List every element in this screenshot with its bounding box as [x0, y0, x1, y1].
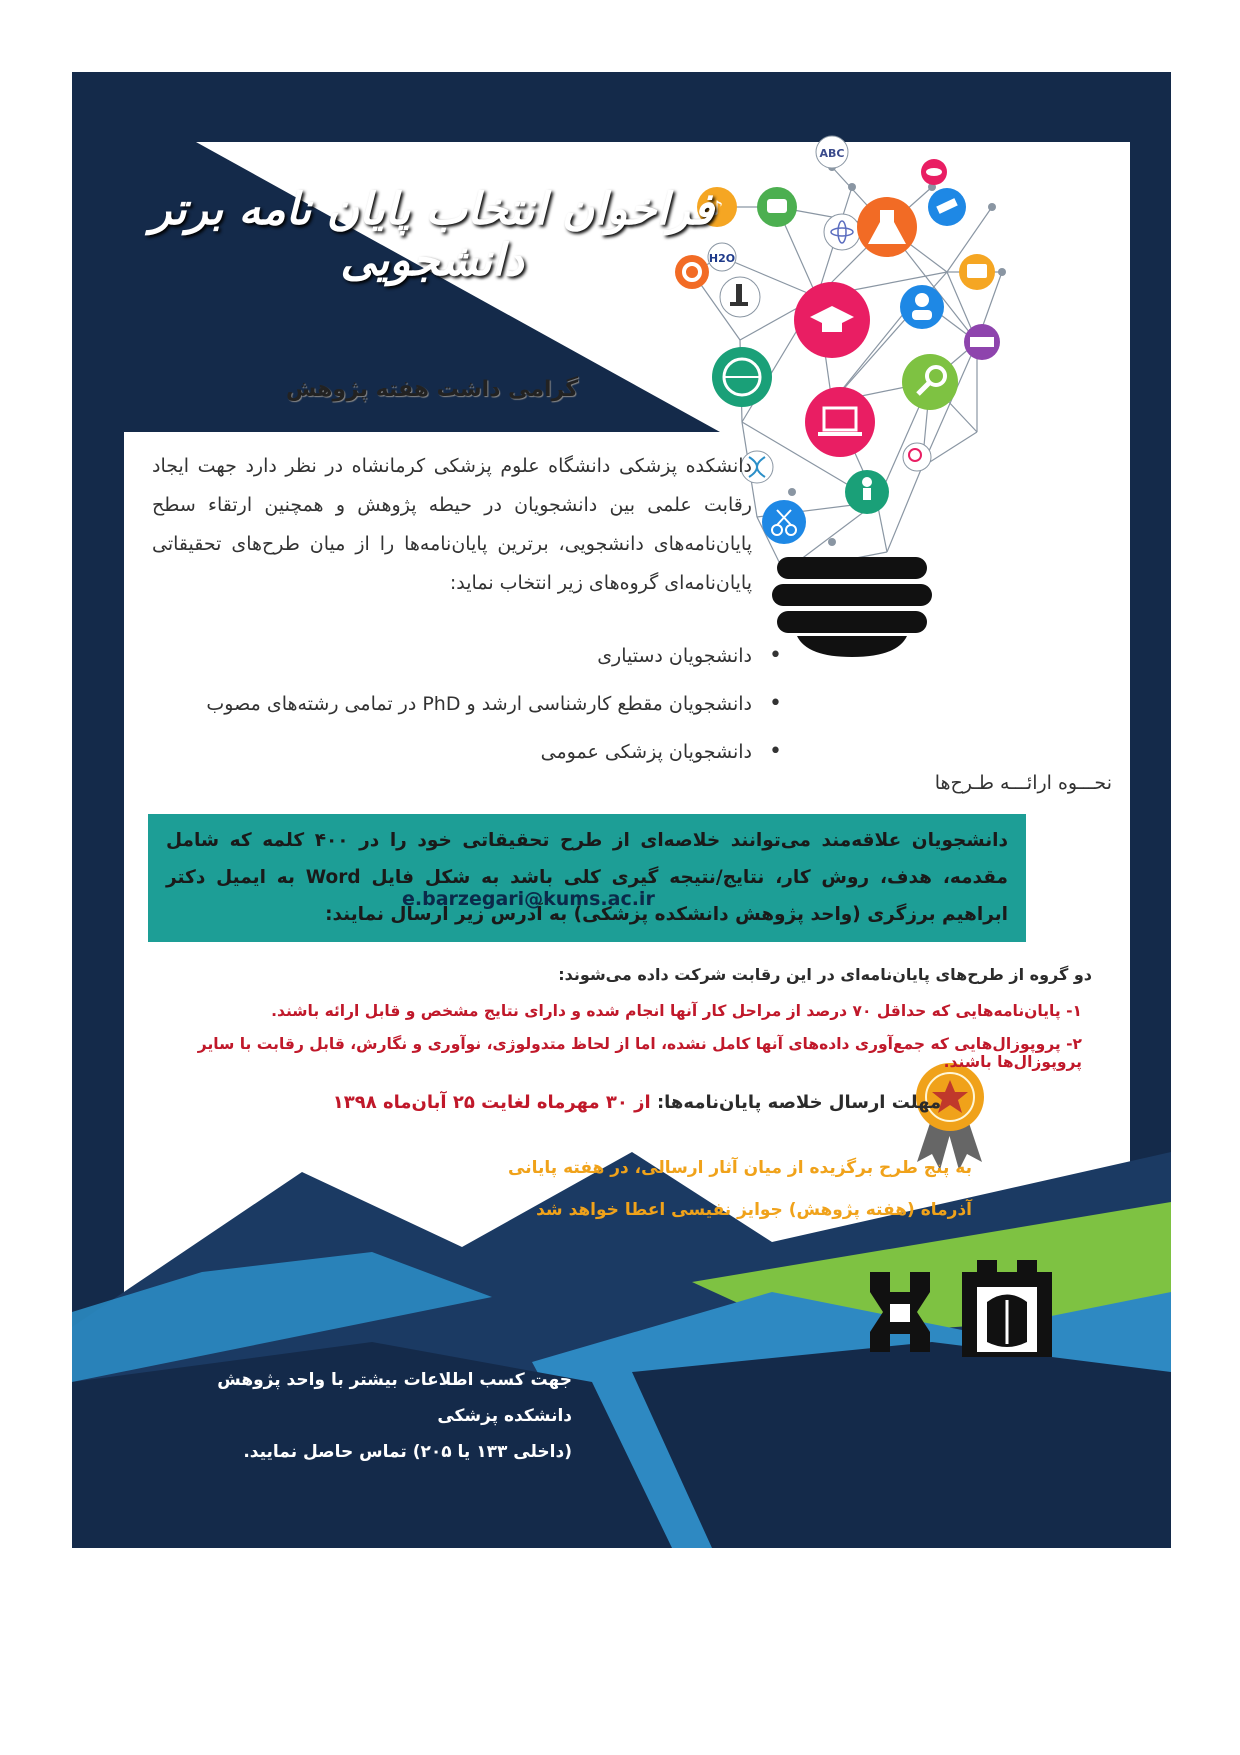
- sports-icon: [845, 470, 889, 514]
- deadline: [322, 1092, 952, 1113]
- svg-text:ABC: ABC: [819, 147, 845, 160]
- submission-text: دانشجویان علاقه‌مند می‌توانند خلاصه‌ای از طرح تحقیقاتی خود را در ۴۰۰ کلمه که شامل مقدمه، هدف، روش کار، نتایج/نتیجه گیری کلی باشد به شکل فایل Word به ایمیل دکتر ابراهیم برزگری (واحد پژوهش دانشکده پزشکی) به آدرس زیر ارسال نمایند:: [166, 830, 1008, 925]
- zoom-icon: [903, 443, 931, 471]
- ruler-icon: [964, 324, 1000, 360]
- bus-icon: [959, 254, 995, 290]
- competition-group-item: ۱- پایان‌نامه‌هایی که حداقل ۷۰ درصد از مراحل کار آنها انجام شده و دارای نتایج مشخص و قابل ارائه باشند.: [271, 1002, 1082, 1020]
- bulb-base: [772, 557, 932, 657]
- abc-icon: [816, 136, 848, 168]
- competition-group-item: ۲- پروپوزال‌هایی که جمع‌آوری داده‌های آنها کامل نشده، اما از لحاظ متدولوژی، نوآوری و نگارش، قابل رقابت با سایر پروپوزال‌ها باشند.: [197, 1035, 1082, 1071]
- svg-text:H2O: H2O: [708, 252, 736, 265]
- deadline-label: مهلت ارسال خلاصه پایان‌نامه‌ها:: [650, 1092, 942, 1113]
- intro-paragraph: دانشکده پزشکی دانشگاه علوم پزشکی کرمانشاه در نظر دارد جهت ایجاد رقابت علمی بین دانشجویان در حیطه پژوهش و همچنین ارتقاء سطح پایان‌نامه‌های دانشجویی، برترین پایان‌نامه‌ها را از میان طرح‌های تحقیقاتی پایان‌نامه‌ای گروه‌های زیر انتخاب نماید:: [152, 455, 752, 594]
- deadline-value: از ۳۰ مهرماه لغایت ۲۵ آبان‌ماه ۱۳۹۸: [332, 1092, 651, 1113]
- poster-subtitle: گرامی داشت هفته پژوهش: [285, 377, 578, 402]
- contact-line: جهت کسب اطلاعات بیشتر با واحد پژوهش دانشکده پزشکی: [217, 1370, 572, 1426]
- magnifier-icon: [902, 354, 958, 410]
- decorative-background: [72, 72, 1171, 1548]
- list-item: • دانشجویان پزشکی عمومی: [172, 728, 782, 776]
- graduation-cap-icon: [794, 282, 870, 358]
- telescope-icon: [928, 188, 966, 226]
- svg-text:♪: ♪: [710, 196, 724, 220]
- competition-groups-title: دو گروه از طرح‌های پایان‌نامه‌ای در این رقابت شرکت داده می‌شوند:: [558, 965, 1092, 984]
- award-line: آذرماه (هفته پژوهش) جوایز نفیسی اعطا خواهد شد: [536, 1200, 972, 1220]
- student-icon: [900, 285, 944, 329]
- atom-icon: [824, 214, 860, 250]
- chat-icon: [757, 187, 797, 227]
- list-item: • دانشجویان مقطع کارشناسی ارشد و PhD در تمامی رشته‌های مصوب: [172, 680, 782, 728]
- award-line: به پنج طرح برگزیده از میان آثار ارسالی، در هفته پایانی: [508, 1158, 972, 1178]
- poster-title: فراخوان انتخاب پایان نامه برتر دانشجویی: [150, 184, 714, 286]
- submission-box: [148, 814, 1026, 942]
- contact-email-link[interactable]: e.barzegari@kums.ac.ir: [402, 888, 655, 910]
- submission-method-heading: نحـــوه ارائـــه طـرح‌ها: [934, 772, 1112, 794]
- contact-info: [172, 1362, 572, 1470]
- list-item: • دانشجویان دستیاری: [172, 632, 782, 680]
- scissors-icon: [762, 500, 806, 544]
- eligible-groups-list: [172, 632, 782, 776]
- flask-icon: [857, 197, 917, 257]
- award-text: [502, 1147, 972, 1231]
- laptop-icon: [805, 387, 875, 457]
- eye-icon: [921, 159, 947, 185]
- contact-line: (داخلی ۱۳۳ یا ۲۰۵) تماس حاصل نمایید.: [243, 1442, 572, 1462]
- globe-icon: [712, 347, 772, 407]
- poster: [72, 72, 1171, 1548]
